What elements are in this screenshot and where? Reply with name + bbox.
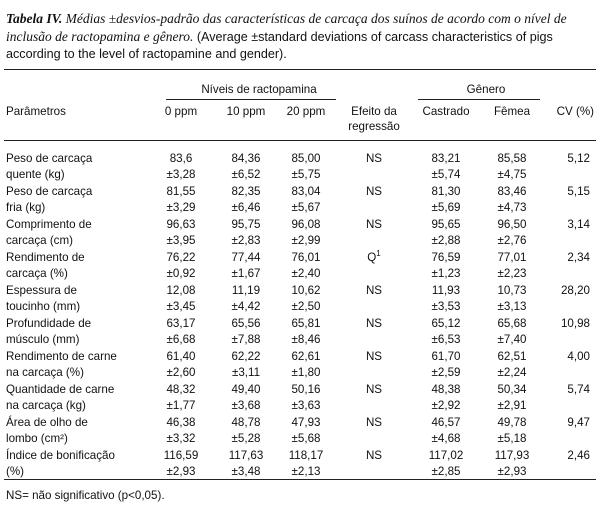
mean-value: 62,22: [231, 350, 261, 363]
sd-value: ±3,53: [431, 300, 461, 313]
mean-value: 65,12: [431, 317, 461, 330]
mean-value: 83,04: [291, 185, 321, 198]
header-10ppm: 10 ppm: [226, 105, 266, 118]
regression-effect: [334, 383, 414, 397]
header-20ppm: 20 ppm: [286, 105, 326, 118]
mean-value: 61,70: [431, 350, 461, 363]
sd-value: ±2,24: [497, 366, 527, 379]
sd-value: ±2,23: [497, 267, 527, 280]
regression-effect-text: NS: [365, 185, 383, 198]
sd-value: ±3,45: [166, 300, 196, 313]
cv-value: 9,47: [567, 416, 590, 429]
sd-value: ±2,93: [166, 465, 196, 478]
header-0ppm: 0 ppm: [164, 105, 198, 118]
mean-value: 11,93: [431, 284, 461, 297]
mean-value: 50,34: [497, 383, 527, 396]
mean-value: 61,40: [166, 350, 196, 363]
mean-value: 81,55: [166, 185, 196, 198]
sd-value: ±6,52: [231, 168, 261, 181]
param-label-line1: Índice de bonificação: [6, 449, 115, 462]
mean-value: 77,01: [497, 251, 527, 264]
mean-value: 46,57: [431, 416, 461, 429]
top-rule: [4, 69, 596, 70]
regression-effect: [334, 152, 414, 166]
sd-value: ±2,91: [497, 399, 527, 412]
mean-value: 83,21: [431, 152, 461, 165]
regression-effect: [334, 449, 414, 463]
mean-value: 12,08: [166, 284, 196, 297]
sd-value: ±2,50: [291, 300, 321, 313]
mean-value: 65,56: [231, 317, 261, 330]
sd-value: ±4,42: [231, 300, 261, 313]
sd-value: ±2,83: [231, 234, 261, 247]
param-label-line2: quente (kg): [6, 168, 65, 181]
cv-value: 5,12: [567, 152, 590, 165]
cv-value: 5,74: [567, 383, 590, 396]
sd-value: ±2,93: [497, 465, 527, 478]
regression-effect-text: NS: [365, 449, 383, 462]
param-label-line2: na carcaça (kg): [6, 399, 86, 412]
regression-effect-text: Q: [367, 251, 377, 264]
param-label-line1: Área de olho de: [6, 416, 88, 429]
sd-value: ±3,68: [231, 399, 261, 412]
caption-title: Médias ±desvios-padrão das características de carcaça dos suínos de acordo com o nível de inclusão de ractopamina e gênero.: [6, 11, 567, 44]
mean-value: 117,02: [428, 449, 464, 462]
sd-value: ±6,46: [231, 201, 261, 214]
sd-value: ±3,29: [166, 201, 196, 214]
param-label-line1: Peso de carcaça: [6, 185, 93, 198]
param-label-line2: na carcaça (%): [6, 366, 84, 379]
mean-value: 116,59: [163, 449, 199, 462]
sd-value: ±3,48: [231, 465, 261, 478]
header-cv: CV (%): [556, 105, 594, 118]
mean-value: 65,68: [497, 317, 527, 330]
mean-value: 96,63: [166, 218, 196, 231]
mean-value: 46,38: [166, 416, 196, 429]
cv-value: 2,34: [567, 251, 590, 264]
mean-value: 48,78: [231, 416, 261, 429]
mean-value: 77,44: [231, 251, 261, 264]
cv-value: 28,20: [560, 284, 590, 297]
sd-value: ±3,28: [166, 168, 196, 181]
regression-effect-text: NS: [365, 317, 383, 330]
mean-value: 48,32: [166, 383, 196, 396]
param-label-line2: músculo (mm): [6, 333, 80, 346]
sd-value: ±4,73: [497, 201, 527, 214]
mean-value: 117,63: [228, 449, 264, 462]
regression-effect: [334, 416, 414, 430]
regression-effect: [334, 218, 414, 232]
param-label-line2: (%): [6, 465, 25, 478]
mean-value: 10,73: [497, 284, 527, 297]
caption-label: Tabela IV.: [6, 11, 63, 26]
header-group-genero: Gênero: [466, 83, 506, 96]
regression-effect: [334, 251, 414, 265]
sd-value: ±6,68: [166, 333, 196, 346]
mean-value: 117,93: [494, 449, 530, 462]
mean-value: 83,46: [497, 185, 527, 198]
group-underline-genero: [418, 99, 540, 100]
mean-value: 118,17: [288, 449, 324, 462]
mean-value: 95,75: [231, 218, 261, 231]
mean-value: 96,08: [291, 218, 321, 231]
sd-value: ±2,85: [431, 465, 461, 478]
sd-value: ±2,76: [497, 234, 527, 247]
table-caption: [6, 10, 594, 63]
header-femea: Fêmea: [493, 105, 531, 118]
regression-effect-text: NS: [365, 152, 383, 165]
sd-value: ±3,32: [166, 432, 196, 445]
mean-value: 76,01: [291, 251, 321, 264]
sd-value: ±6,53: [431, 333, 461, 346]
mean-value: 49,40: [231, 383, 261, 396]
regression-effect-text: NS: [365, 218, 383, 231]
mean-value: 81,30: [431, 185, 461, 198]
param-label-line2: lombo (cm²): [6, 432, 68, 445]
param-label-line1: Peso de carcaça: [6, 152, 93, 165]
mean-value: 62,51: [497, 350, 527, 363]
regression-effect: [334, 284, 414, 298]
mean-value: 82,35: [231, 185, 261, 198]
sd-value: ±3,63: [291, 399, 321, 412]
sd-value: ±2,88: [431, 234, 461, 247]
mean-value: 76,22: [166, 251, 196, 264]
sd-value: ±3,95: [166, 234, 196, 247]
cv-value: 4,00: [567, 350, 590, 363]
bottom-rule: [4, 479, 596, 480]
regression-effect-footnote-mark: 1: [376, 249, 381, 259]
footnote: NS= não significativo (p<0,05).: [6, 489, 165, 502]
regression-effect-text: NS: [365, 284, 383, 297]
sd-value: ±5,75: [291, 168, 321, 181]
sd-value: ±8,46: [291, 333, 321, 346]
header-efeito-1: Efeito da: [351, 105, 397, 118]
sd-value: ±7,40: [497, 333, 527, 346]
mean-value: 76,59: [431, 251, 461, 264]
sd-value: ±1,77: [166, 399, 196, 412]
caption-english: (Average ±standard deviations of carcass characteristics of pigs according to the level of ractopamine and gender).: [6, 30, 553, 61]
sd-value: ±2,92: [431, 399, 461, 412]
sd-value: ±5,68: [291, 432, 321, 445]
sd-value: ±1,67: [231, 267, 261, 280]
header-group-ractopamina: Níveis de ractopamina: [201, 83, 317, 96]
regression-effect-text: NS: [365, 350, 383, 363]
sd-value: ±3,13: [497, 300, 527, 313]
sd-value: ±5,18: [497, 432, 527, 445]
cv-value: 3,14: [567, 218, 590, 231]
mean-value: 48,38: [431, 383, 461, 396]
mean-value: 11,19: [231, 284, 261, 297]
mean-value: 63,17: [166, 317, 196, 330]
mean-value: 84,36: [231, 152, 261, 165]
param-label-line1: Quantidade de carne: [6, 383, 115, 396]
param-label-line1: Rendimento de carne: [6, 350, 117, 363]
mean-value: 96,50: [497, 218, 527, 231]
header-rule: [4, 140, 596, 141]
regression-effect: [334, 185, 414, 199]
mean-value: 83,6: [169, 152, 193, 165]
header-parametros: Parâmetros: [6, 105, 66, 118]
mean-value: 50,16: [291, 383, 321, 396]
sd-value: ±4,75: [497, 168, 527, 181]
param-label-line1: Espessura de: [6, 284, 77, 297]
param-label-line2: carcaça (%): [6, 267, 68, 280]
param-label-line1: Comprimento de: [6, 218, 92, 231]
param-label-line1: Rendimento de: [6, 251, 85, 264]
param-label-line1: Profundidade de: [6, 317, 92, 330]
mean-value: 62,61: [291, 350, 321, 363]
mean-value: 95,65: [431, 218, 461, 231]
sd-value: ±7,88: [231, 333, 261, 346]
param-label-line2: fria (kg): [6, 201, 46, 214]
sd-value: ±5,67: [291, 201, 321, 214]
param-label-line2: toucinho (mm): [6, 300, 81, 313]
cv-value: 10,98: [560, 317, 590, 330]
mean-value: 85,58: [497, 152, 527, 165]
sd-value: ±5,28: [231, 432, 261, 445]
cv-value: 5,15: [567, 185, 590, 198]
mean-value: 65,81: [291, 317, 321, 330]
sd-value: ±2,60: [166, 366, 196, 379]
regression-effect: [334, 350, 414, 364]
header-efeito-2: regressão: [348, 120, 400, 133]
sd-value: ±2,59: [431, 366, 461, 379]
sd-value: ±0,92: [166, 267, 196, 280]
sd-value: ±4,68: [431, 432, 461, 445]
regression-effect-text: NS: [365, 416, 383, 429]
mean-value: 47,93: [291, 416, 321, 429]
header-castrado: Castrado: [422, 105, 470, 118]
mean-value: 85,00: [291, 152, 321, 165]
sd-value: ±5,74: [431, 168, 461, 181]
sd-value: ±1,80: [291, 366, 321, 379]
mean-value: 49,78: [497, 416, 527, 429]
sd-value: ±3,11: [231, 366, 261, 379]
sd-value: ±2,13: [291, 465, 321, 478]
sd-value: ±1,23: [431, 267, 461, 280]
param-label-line2: carcaça (cm): [6, 234, 73, 247]
sd-value: ±2,40: [291, 267, 321, 280]
sd-value: ±5,69: [431, 201, 461, 214]
regression-effect-text: NS: [365, 383, 383, 396]
regression-effect: [334, 317, 414, 331]
sd-value: ±2,99: [291, 234, 321, 247]
cv-value: 2,46: [567, 449, 590, 462]
mean-value: 10,62: [291, 284, 321, 297]
group-underline-ractopamina: [166, 99, 336, 100]
